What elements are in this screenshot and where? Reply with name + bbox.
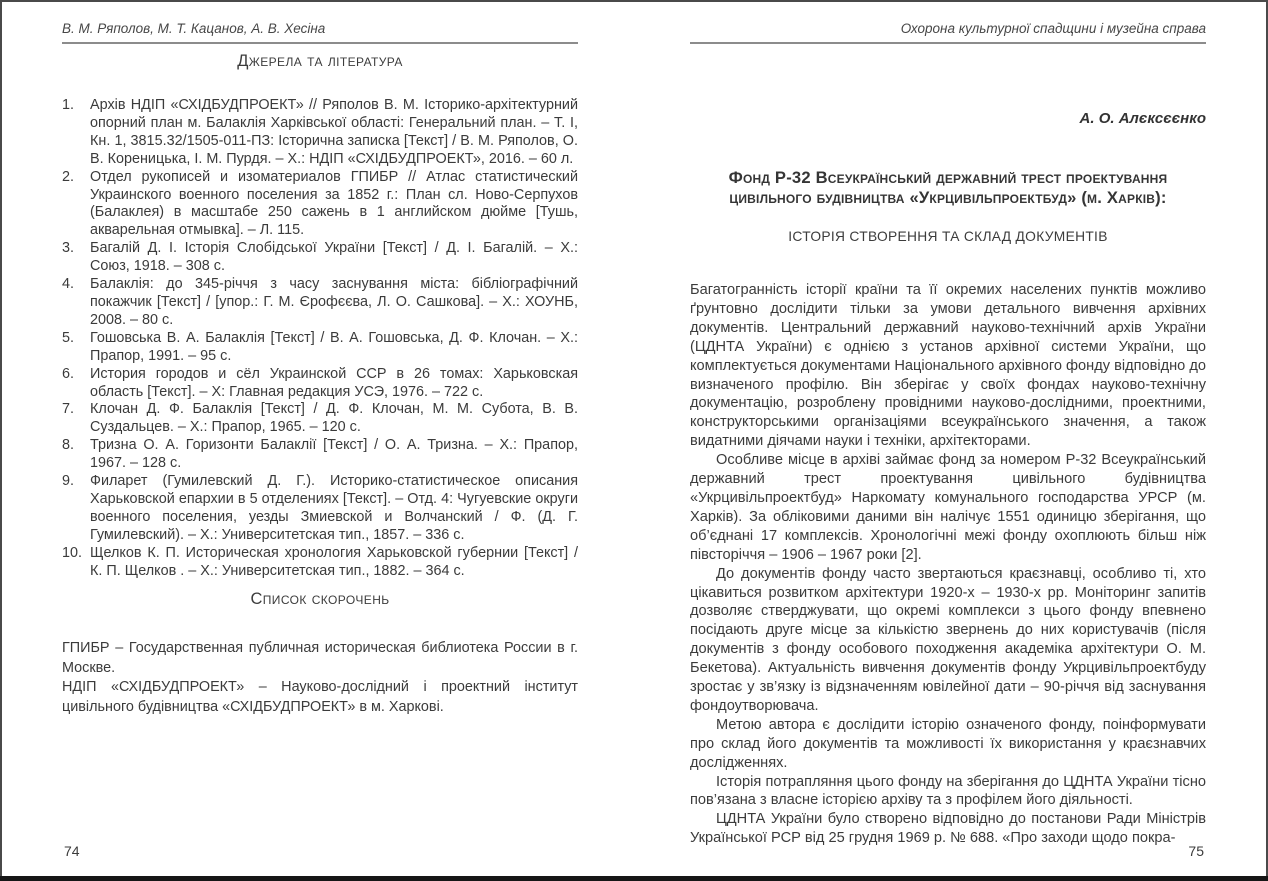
bibliography-item bbox=[62, 545, 578, 581]
bibliography-item bbox=[62, 366, 578, 402]
article-author: А. О. Алєксєєнко bbox=[1079, 110, 1206, 127]
bibliography-item-number: 10. bbox=[62, 544, 83, 561]
article-paragraph: Метою автора є дослідити історію означеного фонду, поінформувати про склад його документів та можливості їх використання у краєзнавчих дослідженнях. bbox=[690, 716, 1206, 771]
bibliography-item-text: Гошовська В. А. Балаклія [Текст] / В. А. Гошовська, Д. Ф. Клочан. – Х.: Прапор, 1991. – 95 с. bbox=[90, 329, 578, 364]
bibliography-item-text: Отдел рукописей и изоматериалов ГПИБР // Атлас статистический Украинского военного поселения за 1852 г.: План сл. Ново-Серпухов (Балаклея) в масштабе 250 сажень в 1 английском дюйме [Тушь, акварельная отмывка]. – Л. 115. bbox=[90, 168, 578, 239]
bibliography-item-text: История городов и сёл Украинской ССР в 26 томах: Харьковская область [Текст]. – Х: Главная редакция УСЭ, 1976. – 722 с. bbox=[90, 365, 578, 400]
bibliography-item-text: Балаклія: до 345-річчя з часу заснування міста: бібліографічний покажчик [Текст] / [упор.: Г. М. Єрофєєва, Л. О. Сашкова]. – Х.: ХОУНБ, 2008. – 80 с. bbox=[90, 276, 578, 328]
sources-heading: Джерела та література bbox=[237, 52, 403, 70]
abbreviations-list bbox=[62, 639, 578, 717]
bibliography-item-number: 8. bbox=[62, 437, 75, 454]
bibliography-item bbox=[62, 169, 578, 241]
bibliography-item-text: Филарет (Гумилевский Д. Г.). Историко-статистическое описания Харьковской епархии в 5 отделениях [Текст]. – Отд. 4: Чугуевские округи военного поселения, уезды Змиевской и Волчанский / Ф. (Д. Г. Гумилевский). – Х.: Университетская тип., 1857. – 336 с. bbox=[90, 473, 578, 543]
abbreviations-heading: Список скорочень bbox=[250, 590, 390, 608]
article-subtitle: ІСТОРІЯ СТВОРЕННЯ ТА СКЛАД ДОКУМЕНТІВ bbox=[788, 229, 1108, 244]
page-number-left: 74 bbox=[64, 843, 80, 859]
article-paragraph: Особливе місце в архіві займає фонд за номером Р-32 Всеукраїнський державний трест проектування цивільного будівництва «Укрцивільпроектбуд» Наркомату комунального господарства УРСР (м. Харків). За обліковими даними він налічує 1551 одиницю зберігання, що об’єднані 17 комплексів. Хронологічні межі фонду охоплюють більш ніж півсторіччя – 1906 – 1967 роки [2]. bbox=[690, 452, 1206, 563]
bibliography-item-number: 3. bbox=[62, 240, 75, 257]
running-head-section-text: Охорона культурної спадщини і музейна справа bbox=[900, 21, 1206, 36]
article-paragraph: Історія потрапляння цього фонду на зберігання до ЦДНТА України тісно пов’язана з власне історією архіву та з профілем його діяльності. bbox=[690, 773, 1206, 809]
bibliography-item-number: 7. bbox=[62, 401, 75, 418]
running-head-section bbox=[690, 21, 1206, 44]
bibliography-item bbox=[62, 240, 578, 276]
bibliography-item bbox=[62, 97, 578, 169]
bibliography-list bbox=[62, 97, 578, 580]
abbreviation-entry: НДІП «СХІДБУДПРОЕКТ» – Науково-дослідний і проектний інститут цивільного будівництва «СХІДБУДПРОЕКТ» в м. Харкові. bbox=[62, 679, 578, 715]
article-title: Фонд Р-32 Всеукраїнський державний трест проектування цивільного будівництва «Укрцивільпроектбуд» (м. Харків): bbox=[728, 168, 1168, 207]
bibliography-item-number: 9. bbox=[62, 473, 75, 490]
page-left bbox=[62, 0, 578, 881]
bibliography-item-number: 5. bbox=[62, 329, 75, 346]
scan-bottom-bar bbox=[0, 876, 1268, 881]
article-paragraph: ЦДНТА України було створено відповідно до постанови Ради Міністрів Української РСР від 25 грудня 1969 р. № 688. «Про заходи щодо покра- bbox=[690, 811, 1206, 847]
article-paragraph: До документів фонду часто звертаються краєзнавці, особливо ті, хто цікавиться розвитком архітектури 1920-х – 1930-х рр. Моніторинг запитів дозволяє стверджувати, що окремі комплекси з цього фонду впевнено посідають друге місце за кількістю звернень до них користувачів (після документів з фонду особового походження академіка архітектури О. М. Бекетова). Актуальність вивчення документів фонду Укрцивільпроектбуду зростає у зв’язку із відзначенням ювілейної дати – 90-річчя від заснування фондоутворювача. bbox=[690, 565, 1206, 714]
bibliography-item bbox=[62, 437, 578, 473]
page-right bbox=[690, 0, 1206, 881]
bibliography-item bbox=[62, 401, 578, 437]
running-head-authors bbox=[62, 21, 578, 44]
bibliography-item-number: 1. bbox=[62, 97, 75, 113]
bibliography-item bbox=[62, 276, 578, 330]
running-head-authors-text: В. М. Ряполов, М. Т. Кацанов, А. В. Хесіна bbox=[62, 21, 326, 36]
article-paragraph: Багатогранність історії країни та її окремих населених пунктів можливо ґрунтовно дослідити тільки за умови детального вивчення архівних документів. Центральний державний науково-технічний архів України (ЦДНТА України) є однією з установ архівної системи України, що комплектується документами Національного архівного фонду відповідно до визначеного профілю. Він зберігає у своїх фондах науково-технічну документацію, розроблену провідними науково-дослідними, проектними, конструкторськими організаціями всеукраїнського значення, а також видатними діячами науки і техніки, архітекторами. bbox=[690, 282, 1206, 450]
bibliography-item-text: Щелков К. П. Историческая хронология Харьковской губернии [Текст] / К. П. Щелков . – Х.: Университетская тип., 1882. – 364 с. bbox=[90, 544, 578, 579]
bibliography-item bbox=[62, 330, 578, 366]
bibliography-item-text: Клочан Д. Ф. Балаклія [Текст] / Д. Ф. Клочан, М. М. Субота, В. В. Суздальцев. – Х.: Прапор, 1965. – 120 с. bbox=[90, 401, 578, 436]
bibliography-item-text: Архів НДІП «СХІДБУДПРОЕКТ» // Ряполов В. М. Історико-архітектурний опорний план м. Балаклія Харківської області: Генеральний план. – Т. І, Кн. 1, 3815.32/1505-011-ПЗ: Історична записка [Текст] / В. М. Ряполов, О. В. Кореницька, І. М. Пурдя. – Х.: НДІП «СХІДБУДПРОЕКТ», 2016. – 60 л. bbox=[90, 97, 578, 167]
bibliography-item-text: Багалій Д. І. Історія Слобідської України [Текст] / Д. І. Багалій. – Х.: Союз, 1918. – 308 с. bbox=[90, 240, 578, 275]
bibliography-item bbox=[62, 473, 578, 545]
article-body bbox=[690, 281, 1206, 848]
bibliography-item-number: 2. bbox=[62, 168, 75, 185]
abbreviation-entry: ГПИБР – Государственная публичная историческая библиотека России в г. Москве. bbox=[62, 640, 578, 676]
bibliography-item-text: Тризна О. А. Горизонти Балаклії [Текст] / О. А. Тризна. – Х.: Прапор, 1967. – 128 с. bbox=[90, 437, 578, 472]
bibliography-item-number: 6. bbox=[62, 365, 75, 382]
page-number-right: 75 bbox=[1188, 843, 1204, 859]
bibliography-item-number: 4. bbox=[62, 276, 75, 293]
